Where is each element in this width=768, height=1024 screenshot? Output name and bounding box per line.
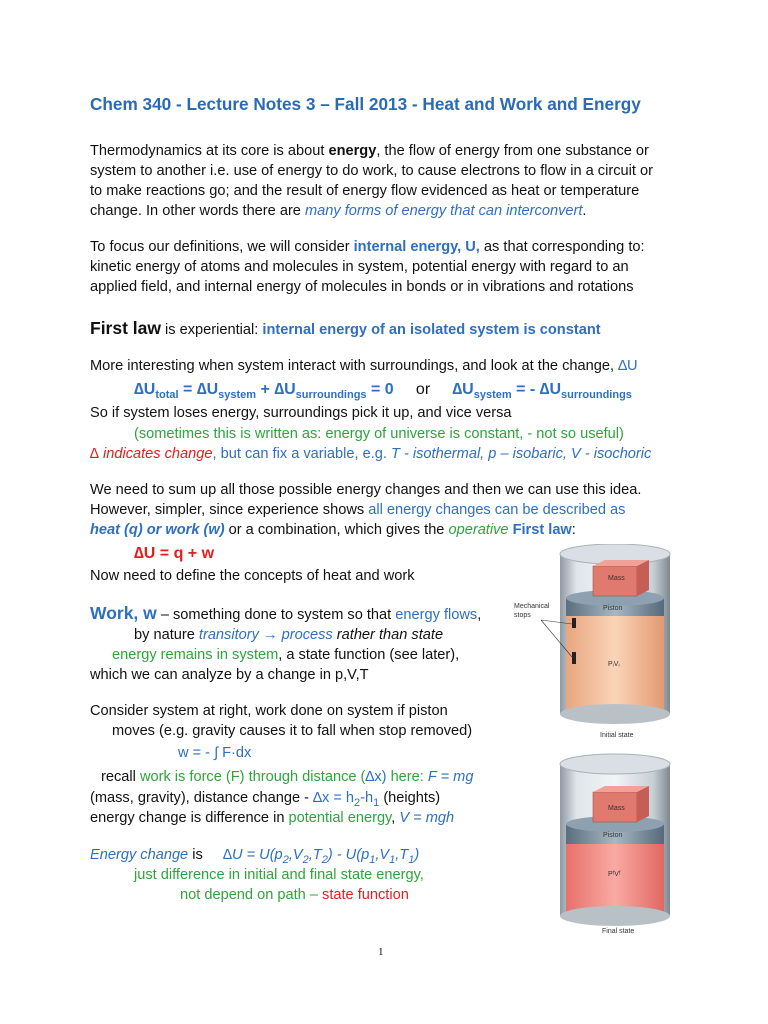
cylinder-top — [560, 754, 670, 774]
text-not-path: not depend on path – — [180, 887, 323, 903]
state-change-line-3 — [180, 885, 409, 905]
text: change. In other words there are — [90, 203, 305, 219]
cylinder-base — [560, 906, 670, 926]
text-v-mgh: V = mgh — [399, 810, 455, 826]
text-energy: energy — [328, 143, 377, 159]
mass-side — [637, 560, 649, 596]
work-integral: w = - ∫ F·dx — [178, 745, 252, 761]
text-first-law: First law — [508, 522, 572, 538]
gas-final — [566, 842, 664, 914]
text: Thermodynamics at its core is about — [90, 143, 329, 159]
first-law-statement: internal energy of an isolated system is constant — [262, 322, 601, 338]
final-state-pv: PᶠVᶠ — [608, 871, 621, 878]
text: is — [188, 847, 203, 863]
page-title: Chem 340 - Lecture Notes 3 – Fall 2013 - Heat and Work and Energy — [90, 94, 641, 114]
eq: ) — [414, 847, 420, 863]
text-process-types: T - isothermal, p – isobaric, V - isochoric — [390, 446, 652, 462]
eq: ∆U = U(p — [223, 847, 283, 863]
first-law-label: First law — [90, 318, 161, 338]
cylinder-base — [560, 704, 670, 724]
eq: ,V — [375, 847, 390, 863]
eq-part: = 0 — [366, 381, 394, 398]
eq-part: ∆U — [452, 381, 474, 398]
eq-part: = - ∆U — [511, 381, 562, 398]
eq-sub: surroundings — [295, 389, 367, 402]
text: : — [571, 522, 576, 538]
sum-line-1: We need to sum up all those possible energy changes and then we can use this idea. — [90, 482, 642, 498]
text: is experiential: — [161, 322, 263, 338]
surroundings-line-3: So if system loses energy, surroundings pick it up, and vice versa — [90, 405, 512, 421]
surroundings-line-1 — [90, 356, 638, 376]
sum-line-3 — [90, 520, 576, 540]
eq-part: = ∆U — [178, 381, 219, 398]
eq-sub: surroundings — [561, 389, 632, 402]
stop-left-lower — [572, 652, 576, 664]
text: , the flow of energy from one substance or — [376, 143, 649, 159]
page-number: 1 — [378, 946, 384, 958]
text-energy-remains: energy remains in system — [112, 647, 279, 663]
sum-line-2 — [90, 500, 625, 520]
final-state-figure — [508, 752, 688, 936]
intro-line-1 — [90, 141, 649, 161]
potential-line — [90, 808, 454, 828]
first-law-line — [90, 318, 601, 340]
eq: ,T — [395, 847, 409, 863]
text: More interesting when system interact with surroundings, and look at the change, — [90, 358, 619, 374]
stops-label-2: stops — [514, 612, 531, 619]
sub: 2 — [321, 853, 328, 866]
text-heat-work: heat (q) or work (w) — [90, 522, 225, 538]
universe-note: (sometimes this is written as: energy of universe is constant, - not so useful) — [134, 426, 624, 442]
sub: 1 — [389, 853, 396, 866]
first-law-equation: ∆U = q + w — [134, 545, 215, 562]
work-line-2 — [134, 625, 443, 645]
text: To focus our definitions, we will consider — [90, 239, 354, 255]
force-line — [101, 767, 473, 787]
eq: ) - U(p — [327, 847, 370, 863]
text: (mass, gravity), distance change - — [90, 790, 314, 806]
eq: ,T — [308, 847, 322, 863]
text-work-force: work is force (F) through distance ( — [139, 769, 366, 785]
eq-sub: system — [218, 389, 257, 402]
mass-label: Mass — [608, 805, 625, 812]
eq-part: ∆U — [134, 381, 156, 398]
text: by nature — [134, 627, 199, 643]
eq-sub: total — [155, 389, 179, 402]
text: as that corresponding to: — [479, 239, 645, 255]
text: energy change is difference in — [90, 810, 289, 826]
stops-label: Mechanical — [514, 603, 550, 610]
internal-energy-line-2: kinetic energy of atoms and molecules in system, potential energy with regard to an — [90, 259, 629, 275]
piston-line-1: Consider system at right, work done on system if piston — [90, 703, 448, 719]
piston-line-2: moves (e.g. gravity causes it to fall when stop removed) — [112, 723, 473, 739]
text: , — [391, 810, 400, 826]
final-state-caption: Final state — [602, 928, 635, 935]
intro-line-2: system to another i.e. use of energy to do work, to cause electrons to flow in a circuit or — [90, 163, 653, 179]
text-potential-energy: potential energy — [288, 810, 392, 826]
text: . — [582, 203, 587, 219]
text: , but can fix a variable, e.g. — [212, 446, 391, 462]
initial-state-figure — [508, 544, 688, 744]
sub: 2 — [302, 853, 309, 866]
mass-side — [637, 786, 649, 822]
text: – something done to system so that — [156, 607, 396, 623]
eq-sub: system — [473, 389, 512, 402]
text-transitory: transitory → process — [198, 627, 333, 643]
text-internal-energy: internal energy, U, — [353, 239, 480, 255]
piston-label: Piston — [603, 605, 623, 612]
sub: 1 — [369, 853, 376, 866]
text-delta: ∆ indicates change — [90, 446, 213, 462]
text: , — [477, 607, 482, 623]
text-delta-x-eq: ∆x = h — [313, 790, 355, 806]
text-operative: operative — [448, 522, 509, 538]
energy-balance-equation — [134, 380, 632, 405]
text: or a combination, which gives the — [224, 522, 449, 538]
internal-energy-line-3: applied field, and internal energy of molecules in bonds or in vibrations and rotations — [90, 279, 634, 295]
sub: 1 — [373, 796, 380, 809]
text-highlight: many forms of energy that can interconvert — [304, 203, 583, 219]
delta-note — [90, 444, 651, 464]
sub: 2 — [354, 796, 361, 809]
text: recall — [101, 769, 140, 785]
state-change-line-2: just difference in initial and final state energy, — [134, 867, 424, 883]
sub: 2 — [282, 853, 289, 866]
initial-state-caption: Initial state — [600, 732, 634, 739]
text-f-mg: F = mg — [427, 769, 474, 785]
text-state-function: state function — [322, 887, 409, 903]
work-line-4: which we can analyze by a change in p,V,T — [90, 667, 369, 683]
text-energy-flows: energy flows — [395, 607, 478, 623]
intro-line-4 — [90, 201, 586, 221]
text: rather than state — [332, 627, 444, 643]
piston-label: Piston — [603, 832, 623, 839]
sub: 1 — [408, 853, 415, 866]
define-line: Now need to define the concepts of heat and work — [90, 568, 415, 584]
text-delta-u: ∆U — [618, 358, 638, 374]
text: , a state function (see later), — [278, 647, 460, 663]
stop-left — [572, 618, 576, 628]
work-label: Work, w — [90, 603, 157, 623]
text: -h — [360, 790, 374, 806]
state-equation — [223, 847, 420, 866]
text: However, simpler, since experience shows — [90, 502, 369, 518]
text-delta-x: ∆x) — [365, 769, 387, 785]
work-line-1 — [90, 603, 481, 625]
text-highlight: all energy changes can be described as — [368, 502, 626, 518]
eq-part: + ∆U — [256, 381, 296, 398]
work-line-3 — [112, 645, 459, 665]
intro-line-3: to make reactions go; and the result of energy flow evidenced as heat or temperature — [90, 183, 640, 199]
eq: ,V — [288, 847, 303, 863]
text-here: here: — [386, 769, 428, 785]
text: (heights) — [379, 790, 441, 806]
initial-state-pv: PᵢVᵢ — [608, 661, 620, 668]
mass-label: Mass — [608, 575, 625, 582]
eq-or: or — [415, 381, 431, 398]
internal-energy-line-1 — [90, 237, 645, 257]
text-energy-change: Energy change — [90, 847, 189, 863]
